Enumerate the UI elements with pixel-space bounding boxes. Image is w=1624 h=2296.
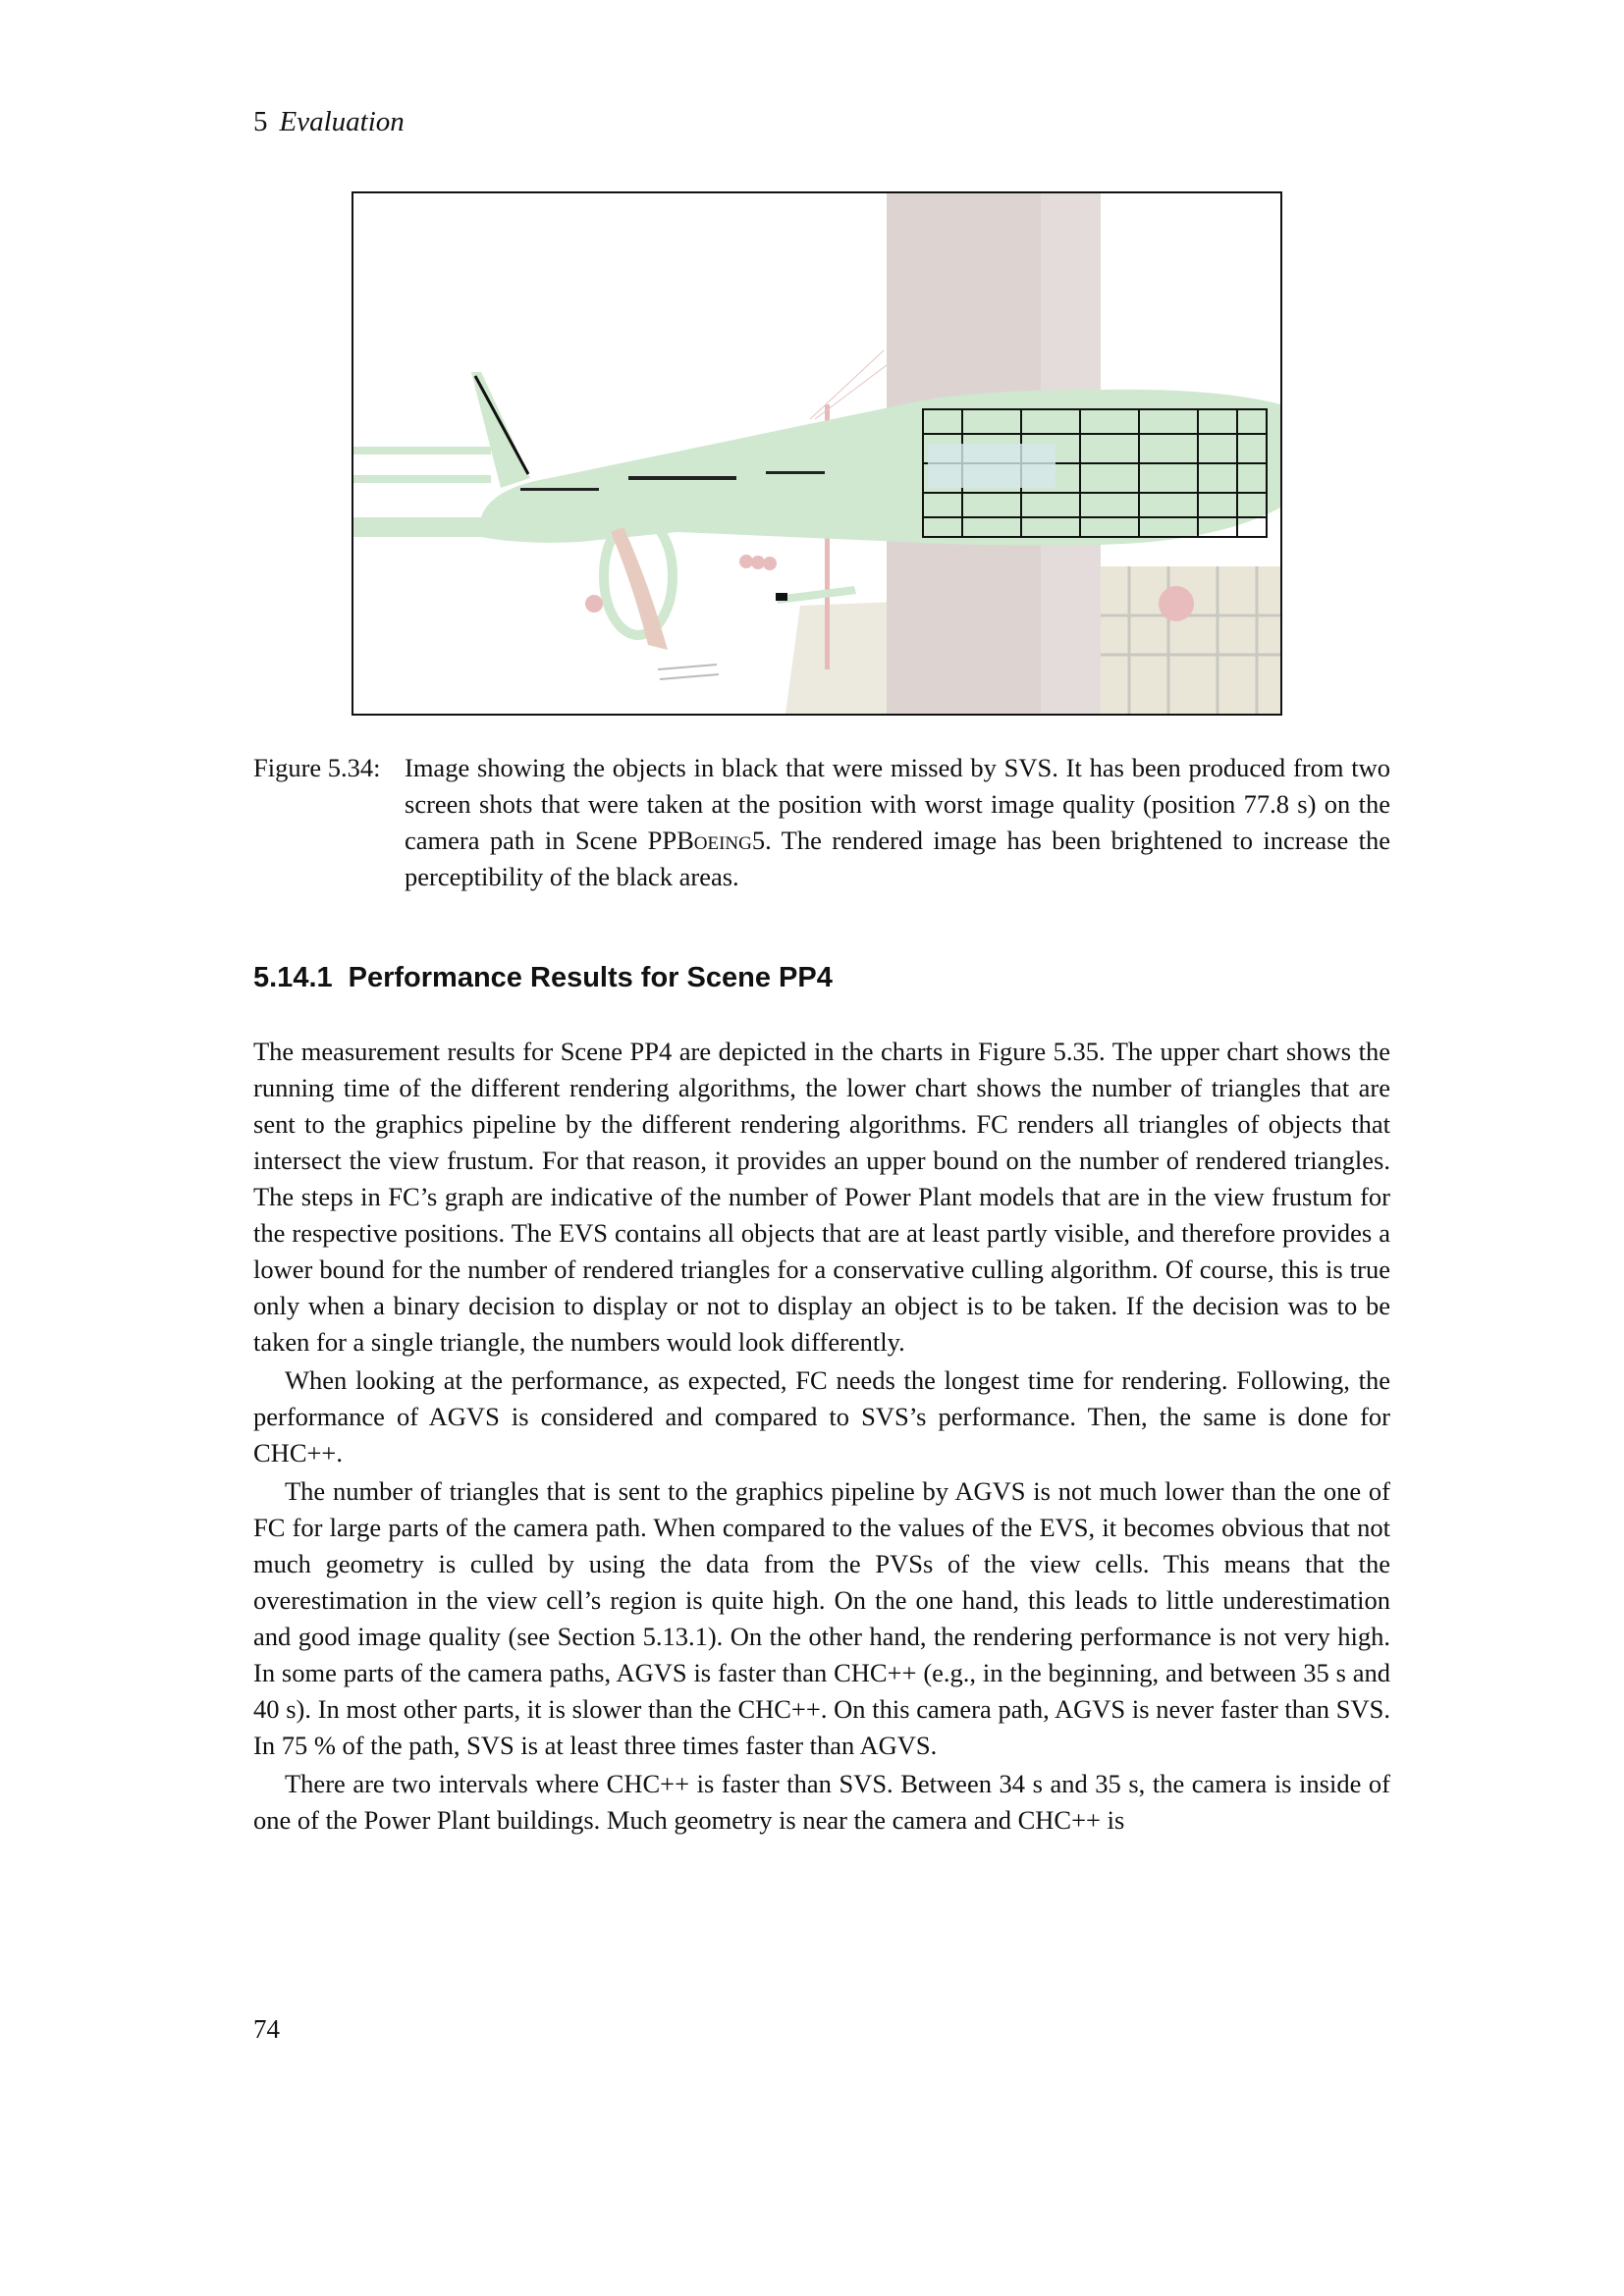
paragraph: The measurement results for Scene PP4 are depicted in the charts in Figure 5.35. The upper chart shows the running time of the different rendering algorithms, the lower chart shows the number of triangles that are sent to the graphics pipeline by the different rendering algorithms. FC renders all triangles of objects that intersect the view frustum. For that reason, it provides an upper bound on the number of rendered triangles. The steps in FC’s graph are indicative of the number of Power Plant models that are in the view frustum for the respective positions. The EVS contains all objects that are at least partly visible, and therefore provides a lower bound for the number of rendered triangles for a conservative culling algorithm. Of course, this is true only when a binary decision to display or not to display an object is to be taken. If the decision was to be taken for a single triangle, the numbers would look differently. [253, 1037, 1390, 1357]
caption-text-part: 5. The rendered image has been brightened to increase the perceptibility of the black areas. [405, 826, 1390, 891]
paragraph: There are two intervals where CHC++ is faster than SVS. Between 34 s and 35 s, the camera is inside of one of the Power Plant buildings. Much geometry is near the camera and CHC++ is [253, 1769, 1390, 1835]
chapter-number: 5 [253, 106, 268, 137]
caption-text-part: Image showing the objects in black that were missed by SVS. It has been produced from two screen shots that were taken at the position with worst image quality (position 77.8 s) on the camera path in Scene PPB [405, 753, 1390, 855]
paragraph: The number of triangles that is sent to the graphics pipeline by AGVS is not much lower than the one of FC for large parts of the camera path. When compared to the values of the EVS, it becomes obvious that not much geometry is culled by using the data from the PVSs of the view cells. This means that the overestimation in the view cell’s region is quite high. On the one hand, this leads to little underestimation and good image quality (see Section 5.13.1). On the other hand, the rendering performance is not very high. In some parts of the camera paths, AGVS is faster than CHC++ (e.g., in the beginning, and between 35 s and 40 s). In most other parts, it is slower than the CHC++. On this camera path, AGVS is never faster than SVS. In 75 % of the path, SVS is at least three times faster than AGVS. [253, 1476, 1390, 1760]
figure-caption-text [405, 750, 1390, 895]
running-head [253, 106, 405, 138]
section-number: 5.14.1 [253, 962, 333, 993]
chapter-title: Evaluation [279, 106, 405, 137]
section-heading [253, 962, 833, 994]
section-title: Performance Results for Scene PP4 [348, 962, 833, 993]
figure-caption [253, 750, 1390, 895]
body-text [253, 1034, 1390, 1839]
page-number: 74 [253, 2014, 280, 2044]
figure-label: Figure 5.34: [253, 753, 381, 782]
caption-smallcaps-part: oeing [693, 826, 752, 855]
paragraph: When looking at the performance, as expected, FC needs the longest time for rendering. Following, the performance of AGVS is considered and compared to SVS’s performance. Then, the same is done for CHC++. [253, 1365, 1390, 1468]
airplane-render-illustration [353, 193, 1280, 714]
figure-image [352, 191, 1282, 716]
